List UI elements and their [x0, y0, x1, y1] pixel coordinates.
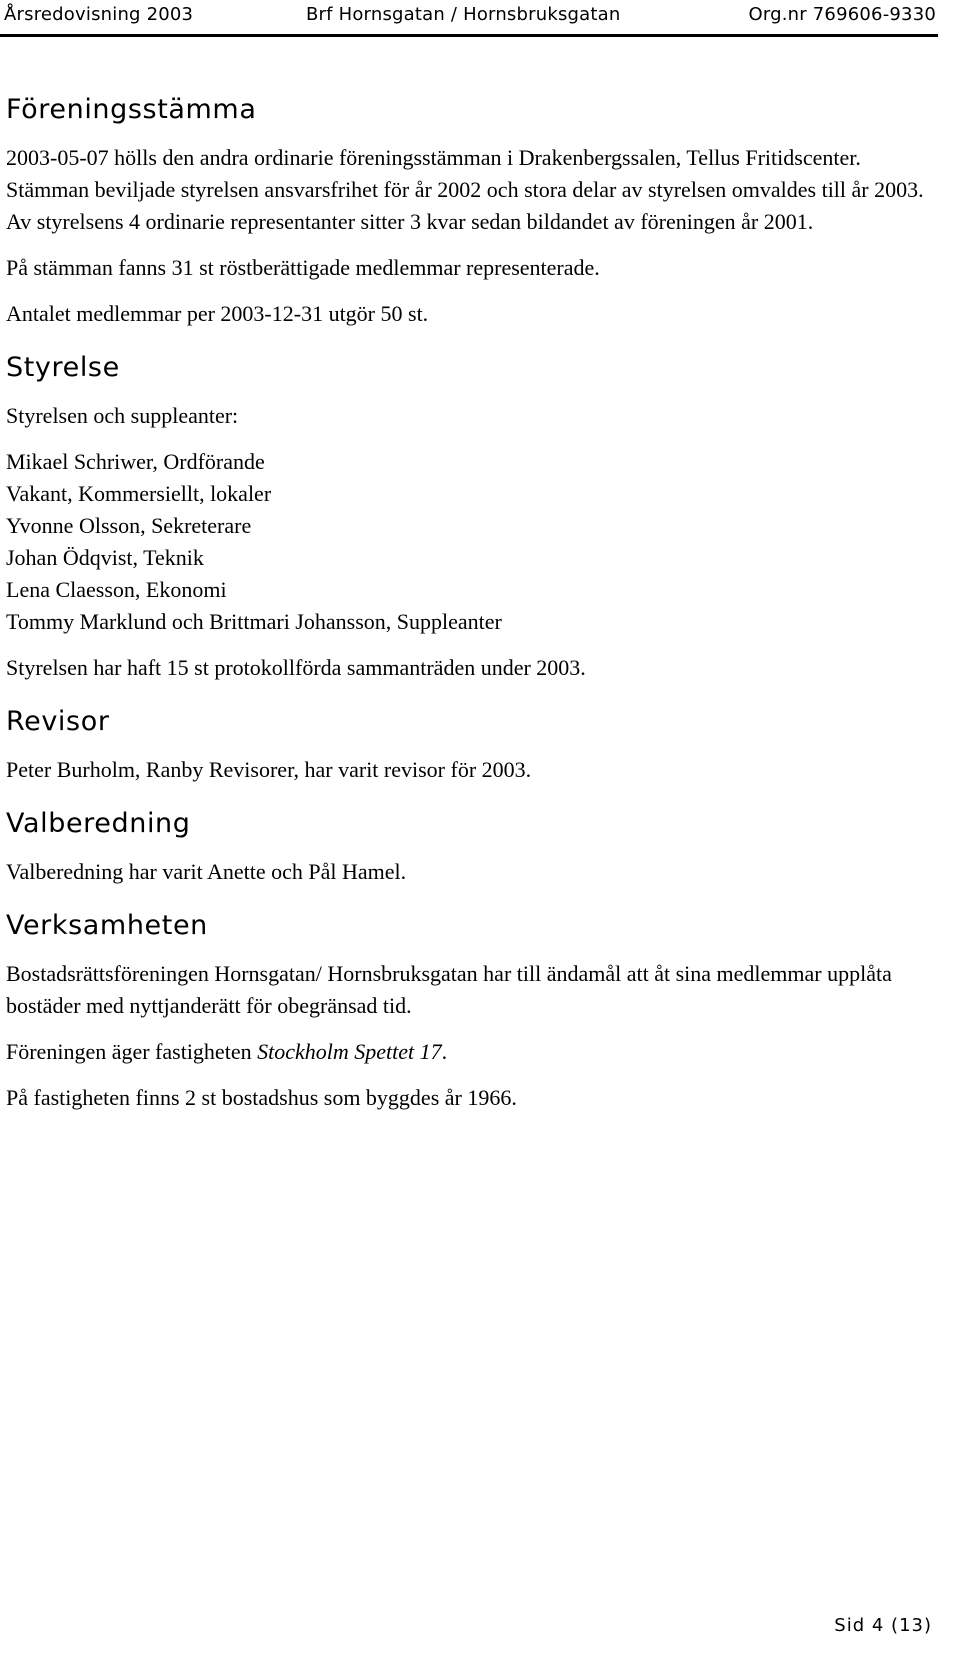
stamma-attendance: På stämman fanns 31 st röstberättigade medlemmar representerade. — [6, 255, 600, 280]
heading-styrelse: Styrelse — [6, 352, 120, 383]
header-association-name: Brf Hornsgatan / Hornsbruksgatan — [306, 4, 621, 25]
page-number: Sid 4 (13) — [834, 1615, 932, 1636]
board-member: Lena Claesson, Ekonomi — [6, 577, 227, 602]
stamma-member-count: Antalet medlemmar per 2003-12-31 utgör 50 st. — [6, 301, 429, 326]
document-body — [6, 92, 936, 1134]
header-org-number: Org.nr 769606-9330 — [748, 4, 936, 25]
property-suffix: . — [441, 1039, 448, 1064]
board-member: Vakant, Kommersiellt, lokaler — [6, 481, 272, 506]
verksamheten-purpose: Bostadsrättsföreningen Hornsgatan/ Hornsbruksgatan har till ändamål att åt sina medlemmar upplåta bostäder med nyttjanderätt för obegränsad tid. — [6, 961, 892, 1018]
page-header — [4, 4, 936, 30]
section-revisor — [6, 704, 936, 786]
header-rule — [0, 34, 938, 37]
section-foreningsstamma — [6, 92, 936, 330]
heading-verksamheten: Verksamheten — [6, 910, 208, 941]
verksamheten-property — [6, 1036, 936, 1068]
board-member: Tommy Marklund och Brittmari Johansson, Suppleanter — [6, 609, 502, 634]
property-name: Stockholm Spettet 17 — [257, 1039, 442, 1064]
heading-valberedning: Valberedning — [6, 808, 191, 839]
board-member: Johan Ödqvist, Teknik — [6, 545, 204, 570]
stamma-paragraph: 2003-05-07 hölls den andra ordinarie föreningsstämman i Drakenbergssalen, Tellus Fritidscenter. Stämman beviljade styrelsen ansvarsfrihet för år 2002 och stora delar av styrelsen omvaldes till år 2003. Av styrelsens 4 ordinarie representanter sitter 3 kvar sedan bildandet av föreningen år 2001. — [6, 145, 924, 234]
board-member: Yvonne Olsson, Sekreterare — [6, 513, 252, 538]
heading-foreningsstamma: Föreningsstämma — [6, 94, 257, 125]
section-verksamheten — [6, 908, 936, 1114]
header-report-title: Årsredovisning 2003 — [4, 4, 194, 25]
styrelse-meetings: Styrelsen har haft 15 st protokollförda sammanträden under 2003. — [6, 655, 586, 680]
property-prefix: Föreningen äger fastigheten — [6, 1039, 258, 1064]
valberedning-text: Valberedning har varit Anette och Pål Hamel. — [6, 859, 407, 884]
board-member-list — [6, 446, 936, 638]
revisor-text: Peter Burholm, Ranby Revisorer, har varit revisor för 2003. — [6, 757, 532, 782]
styrelse-intro: Styrelsen och suppleanter: — [6, 403, 239, 428]
verksamheten-buildings: På fastigheten finns 2 st bostadshus som byggdes år 1966. — [6, 1085, 517, 1110]
board-member: Mikael Schriwer, Ordförande — [6, 449, 265, 474]
section-styrelse — [6, 350, 936, 684]
section-valberedning — [6, 806, 936, 888]
heading-revisor: Revisor — [6, 706, 110, 737]
